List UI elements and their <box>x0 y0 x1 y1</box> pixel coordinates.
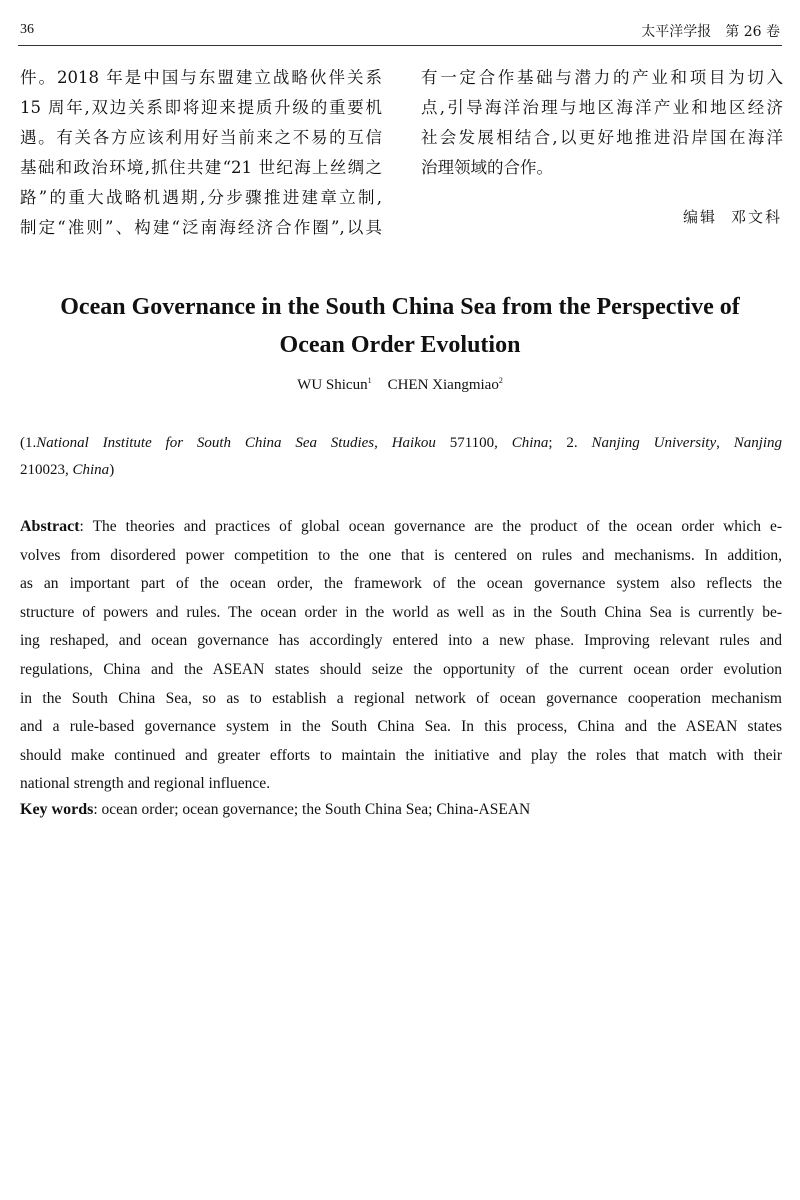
abstract-line: volves from disordered power competition to the one that is centered on rules and mechanisms. In addition, <box>20 546 782 564</box>
country: China <box>72 462 110 478</box>
affiliation-text: 210023, <box>20 462 73 478</box>
author-affiliation-mark: 2 <box>498 376 503 385</box>
abstract-line: ing reshaped, and ocean governance has accordingly entered into a new phase. Improving relevant rules and <box>20 632 782 650</box>
paper-title <box>0 288 800 364</box>
affiliation-text: 571100, <box>435 435 512 451</box>
running-header <box>18 20 782 42</box>
keywords-colon: : <box>93 801 102 818</box>
author-name: CHEN Xiangmiao <box>387 377 499 393</box>
text-line: 路”的重大战略机遇期,分步骤推进建章立制, <box>20 188 382 207</box>
abstract <box>20 513 782 799</box>
affiliation-text: ; 2. <box>548 435 592 451</box>
journal-title: 太平洋学报 第 26 卷 <box>641 24 780 40</box>
text-line: 制定“准则”、构建“泛南海经济合作圈”,以具 <box>20 218 382 237</box>
text-line: 点,引导海洋治理与地区海洋产业和地区经济 <box>421 98 783 117</box>
text-line: 有一定合作基础与潜力的产业和项目为切入 <box>421 68 783 87</box>
header-rule <box>18 45 782 46</box>
abstract-line: should make continued and greater efforts to maintain the initiative and play the roles that match with their <box>20 746 782 764</box>
affiliation-text: ) <box>109 462 115 478</box>
abstract-line: national strength and regional influence. <box>20 775 271 793</box>
authors <box>0 376 800 394</box>
author-name: WU Shicun <box>297 377 368 393</box>
text-line: 遇。有关各方应该利用好当前来之不易的互信 <box>20 128 382 147</box>
abstract-label: Abstract <box>20 518 80 535</box>
editor-credit <box>683 206 782 227</box>
chinese-column-right <box>421 63 783 183</box>
title-line: Ocean Order Evolution <box>279 332 521 358</box>
abstract-line <box>20 513 782 542</box>
affiliations <box>20 430 782 484</box>
institution: National Institute for South China Sea Studies <box>36 435 375 451</box>
abstract-line: as an important part of the ocean order, the framework of the ocean governance system also reflects the <box>20 575 782 593</box>
abstract-line: in the South China Sea, so as to establish a regional network of ocean governance cooperation mechanism <box>20 689 782 707</box>
abstract-line: structure of powers and rules. The ocean order in the world as well as in the South China Sea is currently be- <box>20 603 782 621</box>
text-line: 社会发展相结合,以更好地推进沿岸国在海洋 <box>421 128 783 147</box>
keywords-text: ocean order; ocean governance; the South China Sea; China-ASEAN <box>101 801 531 818</box>
author-affiliation-mark: 1 <box>367 376 372 385</box>
abstract-colon: : <box>79 518 93 535</box>
editor-name: 邓文科 <box>730 208 782 226</box>
affiliation-line <box>20 430 782 457</box>
affiliation-text: , <box>716 435 734 451</box>
chinese-column-left <box>20 63 382 243</box>
affiliation-text: , <box>374 435 392 451</box>
institution: Nanjing University <box>591 435 717 451</box>
abstract-line: regulations, China and the ASEAN states should seize the opportunity of the current ocean order evolution <box>20 660 782 678</box>
text-line: 15 周年,双边关系即将迎来提质升级的重要机 <box>20 98 382 117</box>
keywords <box>20 797 782 823</box>
text-line: 基础和政治环境,抓住共建“21 世纪海上丝绸之 <box>20 158 382 177</box>
abstract-line: and a rule-based governance system in the South China Sea. In this process, China and the ASEAN states <box>20 718 782 736</box>
title-line: Ocean Governance in the South China Sea from the Perspective of <box>60 294 740 320</box>
city: Haikou <box>391 435 436 451</box>
abstract-text: The theories and practices of global ocean governance are the product of the ocean order which e- <box>92 518 782 535</box>
page-number: 36 <box>20 22 34 37</box>
keywords-label: Key words <box>20 801 94 818</box>
editor-label: 编辑 <box>682 208 717 226</box>
affiliation-line <box>20 457 782 484</box>
affiliation-text: (1. <box>20 435 37 451</box>
text-line: 治理领域的合作。 <box>421 158 553 177</box>
text-line: 件。2018 年是中国与东盟建立战略伙伴关系 <box>20 68 382 87</box>
country: China <box>511 435 549 451</box>
city: Nanjing <box>733 435 783 451</box>
